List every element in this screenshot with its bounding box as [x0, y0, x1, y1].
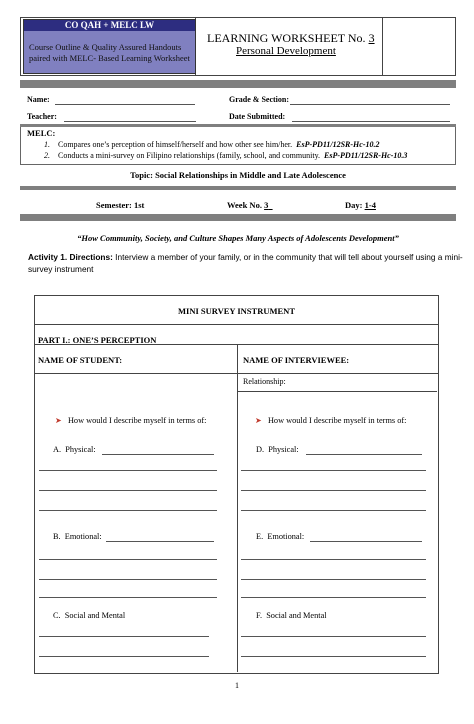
relationship-label: Relationship:: [243, 377, 286, 386]
teacher-fill-line: [64, 121, 196, 122]
item-letter: D.: [256, 445, 265, 454]
melc-label: MELC:: [27, 128, 56, 138]
answer-line[interactable]: [241, 579, 426, 580]
date-submitted-label: Date Submitted:: [229, 112, 286, 121]
answer-line[interactable]: [306, 454, 422, 455]
teacher-label: Teacher:: [27, 112, 57, 121]
question-row-left: [55, 416, 206, 425]
date-submitted-fill-line: [292, 121, 450, 122]
answer-line[interactable]: [241, 559, 426, 560]
item-letter: F.: [256, 611, 263, 620]
grade-section-fill-line: [290, 104, 450, 105]
question-text: How would I describe myself in terms of:: [267, 416, 407, 425]
item-social-mental-left: [53, 611, 125, 620]
answer-line[interactable]: [39, 559, 217, 560]
melc-item-1: [44, 140, 380, 149]
answer-line[interactable]: [106, 541, 214, 542]
answer-line[interactable]: [241, 656, 426, 657]
worksheet-number: 3: [368, 31, 375, 45]
melc-item-2: [44, 151, 407, 160]
item-label: Emotional:: [267, 532, 305, 541]
activity-directions: [28, 252, 463, 262]
melc-item-number: 2.: [44, 151, 50, 160]
item-letter: E.: [256, 532, 264, 541]
answer-line[interactable]: [39, 579, 217, 580]
badge: [23, 19, 196, 74]
table-row-border: [35, 373, 438, 374]
activity-text-line2: survey instrument: [28, 264, 94, 274]
interviewee-name-header: NAME OF INTERVIEWEE:: [243, 355, 350, 365]
item-letter: B.: [53, 532, 61, 541]
worksheet-subject: Personal Development: [236, 45, 336, 57]
grade-section-label: Grade & Section:: [229, 95, 289, 104]
arrow-bullet-icon: ➤: [255, 416, 262, 425]
melc-item-number: 1.: [44, 140, 50, 149]
answer-line[interactable]: [39, 510, 217, 511]
name-fill-line: [55, 104, 195, 105]
item-emotional-left: [53, 532, 102, 541]
day-label: Day:: [345, 200, 365, 210]
topic: Topic: Social Relationships in Middle and Late Adolescence: [130, 170, 346, 180]
table-column-divider: [237, 345, 238, 672]
worksheet-title: [207, 31, 375, 46]
badge-title: CO QAH + MELC LW: [24, 20, 195, 31]
activity-label: Activity 1. Directions:: [28, 252, 113, 262]
header-divider-right: [382, 18, 383, 75]
answer-line[interactable]: [241, 510, 426, 511]
item-label: Social and Mental: [266, 611, 327, 620]
table-row-border: [35, 324, 438, 325]
answer-line[interactable]: [241, 470, 426, 471]
separator-bar: [20, 214, 456, 221]
part-heading: PART I.: ONE’S PERCEPTION: [38, 335, 157, 345]
week-value: 3: [264, 200, 269, 210]
item-label: Physical:: [65, 445, 96, 454]
item-label: Emotional:: [64, 532, 102, 541]
item-letter: A.: [53, 445, 62, 454]
answer-line[interactable]: [102, 454, 214, 455]
answer-line[interactable]: [39, 597, 217, 598]
student-name-header: NAME OF STUDENT:: [38, 355, 123, 365]
arrow-bullet-icon: ➤: [55, 416, 62, 425]
melc-item-text: Conducts a mini-survey on Filipino relationships (family, school, and community.: [58, 151, 321, 160]
answer-line[interactable]: [241, 597, 426, 598]
separator-bar: [20, 80, 456, 88]
answer-line[interactable]: [241, 490, 426, 491]
item-label: Social and Mental: [64, 611, 126, 620]
semester: Semester: 1st: [96, 200, 145, 210]
worksheet-title-prefix: LEARNING WORKSHEET No.: [207, 31, 369, 45]
item-emotional-right: [256, 532, 304, 541]
answer-line[interactable]: [39, 470, 217, 471]
answer-line[interactable]: [39, 656, 209, 657]
question-text: How would I describe myself in terms of:: [67, 416, 207, 425]
week-label: Week No.: [227, 200, 265, 210]
question-row-right: [255, 416, 406, 425]
activity-text: Interview a member of your family, or in the community that will tell about yourself using a mini-: [112, 252, 463, 262]
name-label: Name:: [27, 95, 50, 104]
separator-bar: [20, 186, 456, 190]
item-physical-right: [256, 445, 299, 454]
week-number: [227, 200, 273, 210]
quote: “How Community, Society, and Culture Shapes Many Aspects of Adolescents Development”: [77, 233, 399, 243]
badge-desc-line2: paired with MELC- Based Learning Worksheet: [29, 53, 190, 63]
day-value: 1-4: [364, 200, 376, 210]
item-physical-left: [53, 445, 96, 454]
survey-title: MINI SURVEY INSTRUMENT: [178, 306, 295, 316]
item-social-mental-right: [256, 611, 327, 620]
answer-line[interactable]: [39, 490, 217, 491]
day-range: [345, 200, 376, 210]
melc-item-code: EsP-PD11/12SR-Hc-10.2: [296, 140, 380, 149]
page-number: 1: [235, 681, 239, 690]
answer-line[interactable]: [39, 636, 209, 637]
answer-line[interactable]: [310, 541, 422, 542]
melc-item-code: EsP-PD11/12SR-Hc-10.3: [324, 151, 408, 160]
item-letter: C.: [53, 611, 61, 620]
item-label: Physical:: [268, 445, 299, 454]
badge-desc-line1: Course Outline & Quality Assured Handouts: [29, 42, 182, 52]
melc-item-text: Compares one’s perception of himself/herself and how other see him/her.: [58, 140, 293, 149]
answer-line[interactable]: [241, 636, 426, 637]
table-row-border: [237, 391, 437, 392]
